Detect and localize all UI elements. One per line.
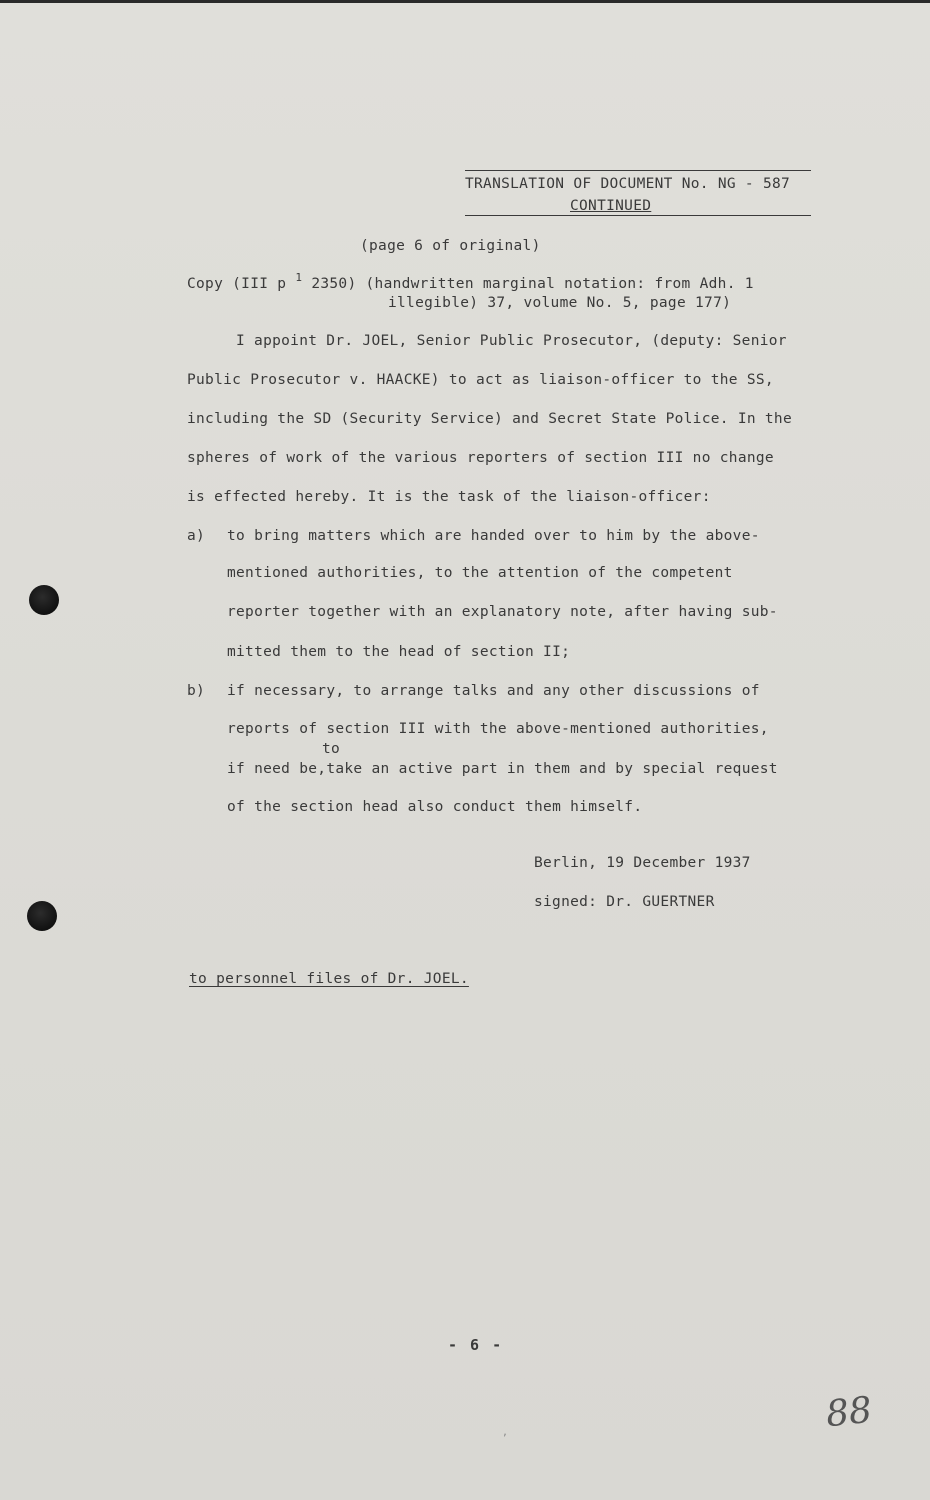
- body-line-2: Public Prosecutor v. HAACKE) to act as liaison-officer to the SS,: [187, 372, 774, 388]
- item-a-line-4: mitted them to the head of section II;: [227, 644, 571, 660]
- body-line-3: including the SD (Security Service) and Secret State Police. In the: [187, 411, 792, 427]
- punch-hole-top: [29, 585, 59, 615]
- item-b-line-2: reports of section III with the above-mentioned authorities,: [227, 721, 769, 737]
- item-a-line-1: to bring matters which are handed over to him by the above-: [227, 528, 760, 544]
- item-b-line-4: of the section head also conduct them himself.: [227, 799, 643, 815]
- signature-place-date: Berlin, 19 December 1937: [534, 855, 751, 871]
- copy-line: [187, 271, 754, 292]
- item-b-insert: to: [322, 741, 341, 757]
- footer-note: to personnel files of Dr. JOEL.: [189, 971, 469, 987]
- page-number: - 6 -: [448, 1336, 504, 1354]
- body-line-5: is effected hereby. It is the task of the liaison-officer:: [187, 489, 711, 505]
- copy-line-2: illegible) 37, volume No. 5, page 177): [388, 295, 732, 311]
- paper-speck: ,: [502, 1427, 509, 1438]
- header-rule-bottom: [465, 215, 811, 216]
- copy-line-suffix: 2350) (handwritten marginal notation: from Adh. 1: [302, 276, 754, 292]
- item-b-line-3: if need be,take an active part in them and by special request: [227, 761, 778, 777]
- header-title: TRANSLATION OF DOCUMENT No. NG - 587: [465, 176, 791, 192]
- page-note: (page 6 of original): [360, 238, 541, 254]
- item-a-line-3: reporter together with an explanatory note, after having sub-: [227, 604, 778, 620]
- item-a-marker: a): [187, 528, 206, 544]
- copy-line-prefix: Copy (III p: [187, 276, 287, 292]
- header-subtitle: CONTINUED: [570, 198, 652, 214]
- handwritten-folio-number: 88: [823, 1389, 874, 1436]
- item-b-line-1: if necessary, to arrange talks and any other discussions of: [227, 683, 760, 699]
- header-rule-top: [465, 170, 811, 171]
- signature-signed: signed: Dr. GUERTNER: [534, 894, 715, 910]
- body-line-4: spheres of work of the various reporters of section III no change: [187, 450, 774, 466]
- item-b-marker: b): [187, 683, 206, 699]
- scan-top-edge: [0, 0, 930, 3]
- copy-line-superscript: 1: [295, 271, 303, 284]
- body-line-1: I appoint Dr. JOEL, Senior Public Prosecutor, (deputy: Senior: [236, 333, 787, 349]
- item-a-line-2: mentioned authorities, to the attention of the competent: [227, 565, 733, 581]
- punch-hole-bottom: [27, 901, 57, 931]
